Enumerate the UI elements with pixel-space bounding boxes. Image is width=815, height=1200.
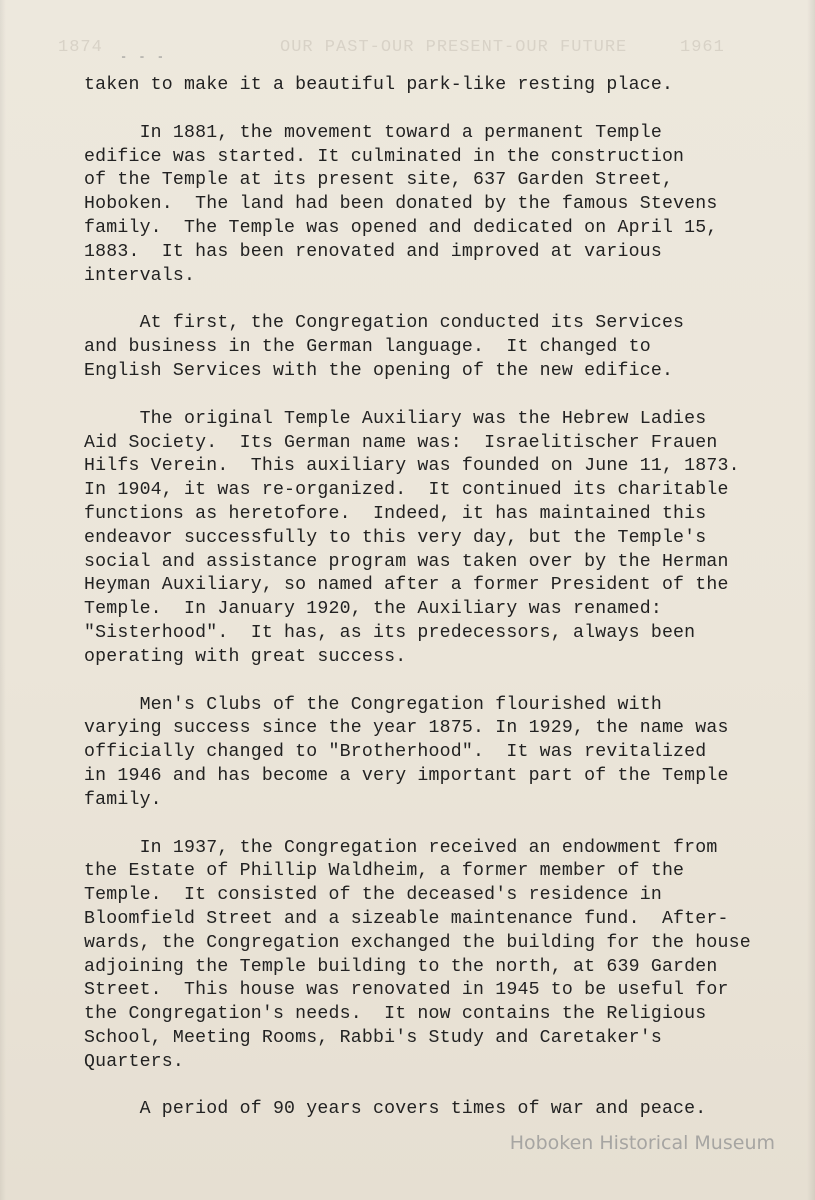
text-line: functions as heretofore. Indeed, it has maintained this bbox=[84, 503, 707, 524]
page-mark: - - - bbox=[120, 50, 167, 64]
text-line: officially changed to "Brotherhood". It was revitalized bbox=[84, 742, 707, 763]
paragraph bbox=[84, 122, 809, 289]
text-line: Heyman Auxiliary, so named after a former President of the bbox=[84, 575, 729, 596]
paragraph-gap bbox=[84, 670, 809, 694]
paragraph bbox=[84, 837, 809, 1075]
paragraph bbox=[84, 694, 809, 813]
text-line: Hilfs Verein. This auxiliary was founded on June 11, 1873. bbox=[84, 456, 740, 477]
text-line: In 1881, the movement toward a permanent Temple bbox=[84, 122, 662, 143]
paragraph-gap bbox=[84, 384, 809, 408]
paragraph-gap bbox=[84, 813, 809, 837]
text-line: Men's Clubs of the Congregation flourished with bbox=[84, 694, 662, 715]
text-line: Aid Society. Its German name was: Israelitischer Frauen bbox=[84, 432, 718, 453]
text-line: In 1937, the Congregation received an endowment from bbox=[84, 837, 718, 858]
text-line: family. bbox=[84, 789, 162, 810]
text-line: English Services with the opening of the new edifice. bbox=[84, 360, 674, 381]
text-line: School, Meeting Rooms, Rabbi's Study and Caretaker's bbox=[84, 1027, 662, 1048]
bleed-title: OUR PAST-OUR PRESENT-OUR FUTURE bbox=[280, 38, 628, 57]
text-line: wards, the Congregation exchanged the building for the house bbox=[84, 932, 751, 953]
text-line: taken to make it a beautiful park-like resting place. bbox=[84, 75, 674, 95]
text-line: 1883. It has been renovated and improved at various bbox=[84, 241, 662, 262]
paragraph bbox=[84, 408, 809, 670]
text-line: social and assistance program was taken over by the Herman bbox=[84, 551, 729, 572]
text-line: Street. This house was renovated in 1945 to be useful for bbox=[84, 980, 729, 1001]
text-line: endeavor successfully to this very day, but the Temple's bbox=[84, 527, 707, 548]
bleed-year-right: 1961 bbox=[680, 38, 725, 57]
text-line: intervals. bbox=[84, 265, 196, 286]
paragraph-gap bbox=[84, 288, 809, 312]
text-line: varying success since the year 1875. In 1929, the name was bbox=[84, 718, 729, 739]
text-line: in 1946 and has become a very important part of the Temple bbox=[84, 765, 729, 786]
text-line: At first, the Congregation conducted its Services bbox=[84, 313, 685, 334]
text-line: Quarters. bbox=[84, 1051, 185, 1072]
text-line: A period of 90 years covers times of war and peace. bbox=[84, 1099, 707, 1120]
paragraph bbox=[84, 312, 809, 383]
text-line: of the Temple at its present site, 637 Garden Street, bbox=[84, 170, 674, 191]
typed-text-body bbox=[84, 74, 809, 1122]
page-edge-shadow-left bbox=[0, 0, 6, 1200]
text-line: the Estate of Phillip Waldheim, a former member of the bbox=[84, 861, 685, 882]
paragraph bbox=[84, 1098, 809, 1122]
paragraph bbox=[84, 74, 809, 98]
text-line: In 1904, it was re-organized. It continued its charitable bbox=[84, 480, 729, 501]
paragraph-gap bbox=[84, 1074, 809, 1098]
text-line: Temple. It consisted of the deceased's residence in bbox=[84, 885, 662, 906]
paragraph-gap bbox=[84, 98, 809, 122]
bleed-year-left: 1874 bbox=[58, 38, 103, 57]
watermark: Hoboken Historical Museum bbox=[509, 1132, 775, 1154]
text-line: Hoboken. The land had been donated by the famous Stevens bbox=[84, 194, 718, 215]
text-line: and business in the German language. It changed to bbox=[84, 337, 651, 358]
text-line: Temple. In January 1920, the Auxiliary was renamed: bbox=[84, 599, 662, 620]
text-line: operating with great success. bbox=[84, 646, 407, 667]
text-line: Bloomfield Street and a sizeable maintenance fund. After- bbox=[84, 908, 729, 929]
text-line: edifice was started. It culminated in the construction bbox=[84, 146, 685, 167]
text-line: adjoining the Temple building to the north, at 639 Garden bbox=[84, 956, 718, 977]
text-line: The original Temple Auxiliary was the Hebrew Ladies bbox=[84, 408, 707, 429]
text-line: family. The Temple was opened and dedicated on April 15, bbox=[84, 217, 718, 238]
text-line: "Sisterhood". It has, as its predecessors, always been bbox=[84, 622, 696, 643]
text-line: the Congregation's needs. It now contains the Religious bbox=[84, 1004, 707, 1025]
